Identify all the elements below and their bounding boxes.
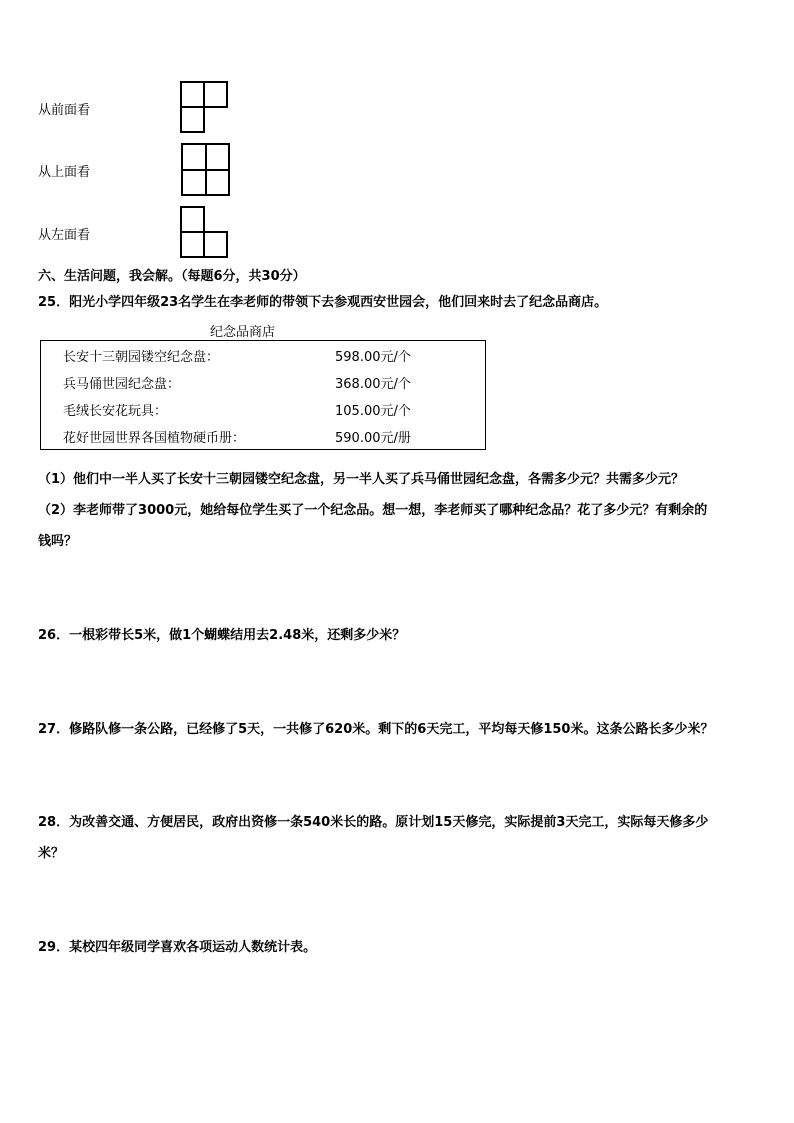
question-25-part-1: （1）他们中一半人买了长安十三朝园镂空纪念盘，另一半人买了兵马俑世园纪念盘，各需多少元？共需多少元？ — [38, 472, 685, 487]
question-27: 27．修路队修一条公路，已经修了5天，一共修了620米。剩下的6天完工，平均每天修150米。这条公路长多少米？ — [38, 722, 714, 737]
front-view-cell — [180, 81, 205, 108]
top-view-cell — [205, 169, 230, 196]
shop-title: 纪念品商店 — [210, 325, 276, 340]
top-view-figure — [181, 143, 230, 196]
shop-item-name: 兵马俑世园纪念盘： — [63, 377, 181, 392]
shop-item-row — [41, 400, 485, 426]
front-view-cell — [203, 81, 228, 108]
shop-item-row — [41, 427, 485, 453]
question-28: 28．为改善交通、方便居民，政府出资修一条540米长的路。原计划15天修完，实际提前3天完工，实际每天修多少 — [38, 815, 709, 830]
shop-item-name: 长安十三朝园镂空纪念盘： — [63, 350, 220, 365]
section-header: 六、生活问题，我会解。（每题6分，共30分） — [38, 269, 306, 284]
shop-price-table — [40, 340, 486, 450]
shop-item-row — [41, 346, 485, 372]
question-25: 25．阳光小学四年级23名学生在李老师的带领下去参观西安世园会，他们回来时去了纪念品商店。 — [38, 295, 608, 310]
shop-item-name: 毛绒长安花玩具： — [63, 404, 168, 419]
left-view-figure — [180, 206, 228, 258]
shop-item-price: 105.00元/个 — [335, 404, 411, 419]
question-25-part-2-cont: 钱吗？ — [38, 534, 78, 549]
shop-item-price: 598.00元/个 — [335, 350, 411, 365]
question-26: 26．一根彩带长5米，做1个蝴蝶结用去2.48米，还剩多少米？ — [38, 628, 406, 643]
shop-item-price: 590.00元/册 — [335, 431, 411, 446]
front-view-cell — [180, 106, 205, 133]
left-view-cell — [203, 231, 228, 258]
shop-item-row — [41, 373, 485, 399]
question-28-cont: 米？ — [38, 846, 65, 861]
left-view-cell — [180, 206, 205, 233]
shop-item-price: 368.00元/个 — [335, 377, 411, 392]
view-label-left: 从左面看 — [38, 228, 91, 243]
left-view-cell — [180, 231, 205, 258]
question-25-part-2: （2）李老师带了3000元，她给每位学生买了一个纪念品。想一想，李老师买了哪种纪念品？花了多少元？有剩余的 — [38, 503, 708, 518]
view-label-front: 从前面看 — [38, 103, 91, 118]
top-view-cell — [181, 143, 207, 171]
shop-item-name: 花好世园世界各国植物硬币册： — [63, 431, 246, 446]
question-29: 29．某校四年级同学喜欢各项运动人数统计表。 — [38, 940, 317, 955]
top-view-cell — [205, 143, 230, 171]
top-view-cell — [181, 169, 207, 196]
front-view-figure — [180, 81, 228, 133]
view-label-top: 从上面看 — [38, 165, 91, 180]
